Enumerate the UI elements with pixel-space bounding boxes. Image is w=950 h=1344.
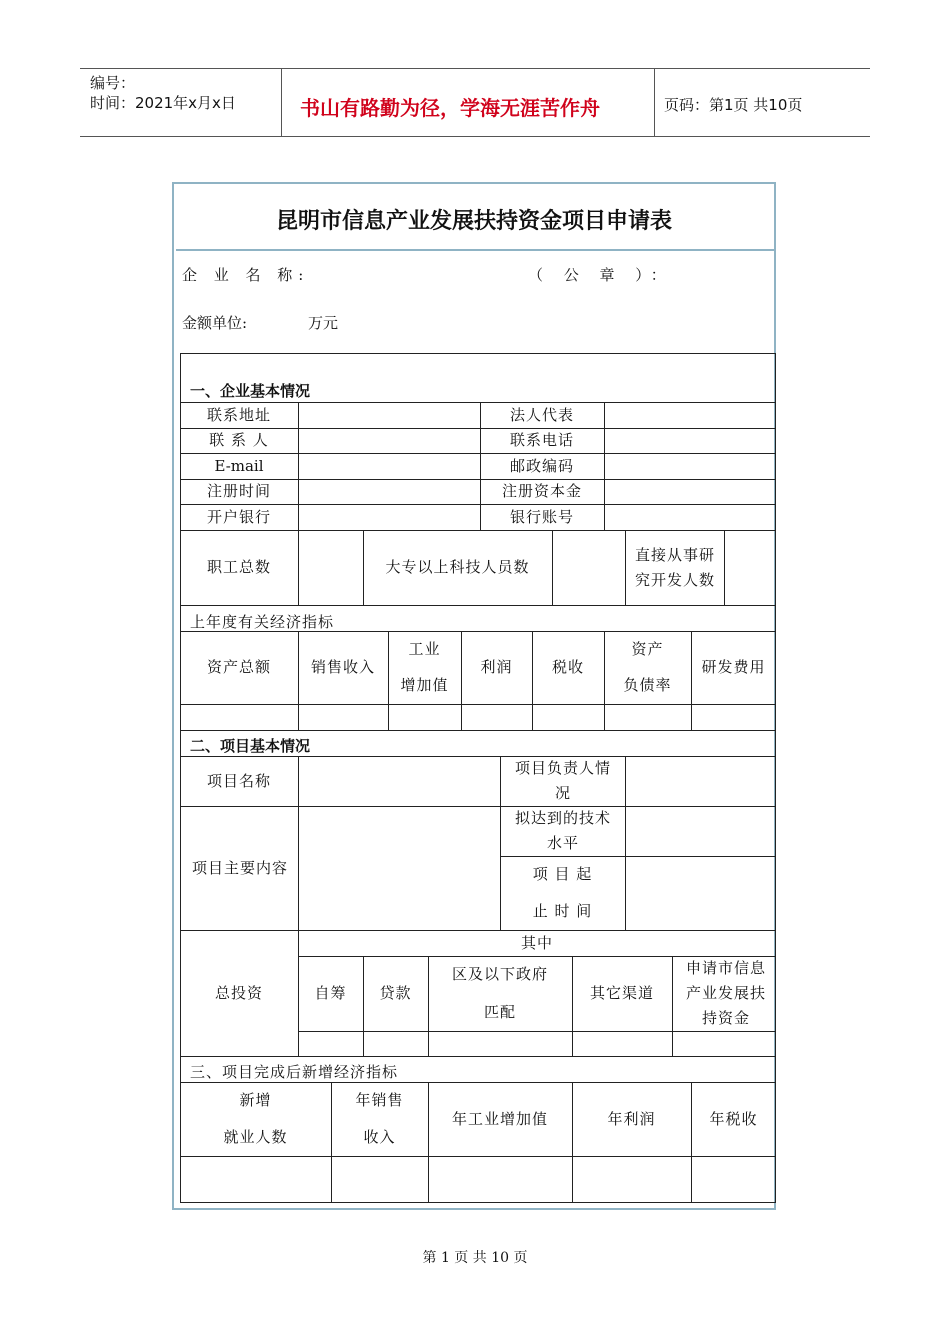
legal-rep-label: 法人代表 (509, 405, 574, 424)
project-content-label: 项目主要内容 (192, 858, 289, 877)
postcode-label: 邮政编码 (509, 456, 574, 475)
of-which-label: 其中 (520, 933, 553, 952)
total-invest-label: 总投资 (214, 983, 263, 1002)
account-label: 银行账号 (509, 507, 574, 526)
seal-label: （ 公 章 ）： (528, 266, 674, 284)
row-rule (180, 730, 776, 731)
gov-match-field[interactable] (428, 1031, 572, 1056)
phone-label: 联系电话 (509, 431, 574, 449)
contact-address-label: 联系地址 (206, 405, 271, 424)
annual-added-label: 年工业增加值 (451, 1109, 548, 1128)
gov-match-line1: 区及以下政府 (451, 965, 548, 984)
annual-profit-label: 年利润 (607, 1109, 656, 1128)
contact-address-field[interactable] (298, 402, 480, 428)
project-leader-field[interactable] (625, 756, 776, 806)
project-content-field[interactable] (298, 806, 500, 930)
contact-person-field[interactable] (298, 428, 480, 453)
apply-fund-field[interactable] (672, 1031, 776, 1056)
section2-title: 二、项目基本情况 (190, 737, 311, 755)
amount-unit-label: 金额单位: (182, 314, 248, 332)
project-period-label (500, 856, 625, 930)
gov-match-label (428, 956, 572, 1031)
gov-match-line2: 匹配 (483, 1002, 516, 1021)
apply-fund-label: 申请市信息产业发展扶持资金 (685, 959, 766, 1027)
tech-staff-field[interactable] (552, 530, 625, 605)
industry-added-field[interactable] (388, 704, 461, 730)
industry-added-line2: 增加值 (400, 676, 449, 695)
debt-ratio-line1: 资产 (631, 639, 664, 658)
project-leader-label: 项目负责人情况 (514, 759, 611, 802)
bank-label: 开户银行 (206, 507, 271, 526)
industry-added-label (388, 631, 461, 704)
rd-cost-label: 研发费用 (701, 658, 766, 676)
section1-title: 一、企业基本情况 (190, 382, 311, 400)
new-jobs-line1: 新增 (239, 1091, 272, 1109)
project-name-label: 项目名称 (206, 771, 271, 790)
profit-label: 利润 (480, 658, 513, 676)
total-invest-field[interactable] (298, 1031, 363, 1056)
col-rule (625, 530, 626, 605)
tech-staff-label: 大专以上科技人员数 (385, 558, 530, 576)
row-rule (180, 1056, 776, 1057)
self-raised-label: 自筹 (314, 984, 347, 1002)
document-time-label: 时间：2021年x月x日 (90, 94, 236, 112)
bank-field[interactable] (298, 504, 480, 530)
tech-level-label: 拟达到的技术水平 (514, 809, 611, 852)
annual-sales-field[interactable] (331, 1156, 428, 1202)
total-staff-label: 职工总数 (206, 558, 271, 576)
reg-capital-label: 注册资本金 (501, 482, 582, 500)
sales-label: 销售收入 (310, 658, 375, 676)
debt-ratio-label (604, 631, 691, 704)
annual-tax-label: 年税收 (709, 1109, 758, 1128)
total-assets-field[interactable] (180, 704, 298, 730)
form-title: 昆明市信息产业发展扶持资金项目申请表 (275, 209, 672, 234)
rd-cost-field[interactable] (691, 704, 776, 730)
loan-label: 贷款 (379, 984, 412, 1002)
header-bottom-rule (80, 136, 870, 137)
debt-ratio-field[interactable] (604, 704, 691, 730)
project-period-field[interactable] (625, 856, 776, 930)
header-divider (281, 68, 282, 136)
profit-field[interactable] (461, 704, 532, 730)
header-top-rule (80, 68, 870, 69)
annual-sales-line1: 年销售 (355, 1091, 404, 1109)
new-jobs-line2: 就业人数 (223, 1128, 288, 1146)
title-rule (176, 249, 774, 251)
annual-sales-line2: 收入 (363, 1128, 396, 1146)
annual-added-field[interactable] (428, 1156, 572, 1202)
industry-added-line1: 工业 (408, 639, 441, 658)
total-staff-field[interactable] (298, 530, 363, 605)
document-number-label: 编号： (90, 74, 136, 92)
header-divider (654, 68, 655, 136)
other-channel-label: 其它渠道 (589, 984, 654, 1002)
new-jobs-field[interactable] (180, 1156, 331, 1202)
company-name-label: 企 业 名 称: (182, 266, 310, 284)
project-period-line2: 止 时 间 (532, 902, 593, 920)
phone-field[interactable] (604, 428, 776, 453)
reg-time-field[interactable] (298, 479, 480, 504)
postcode-field[interactable] (604, 453, 776, 479)
row-rule (180, 605, 776, 606)
annual-sales-label (331, 1082, 428, 1156)
loan-field[interactable] (363, 1031, 428, 1056)
contact-person-label: 联 系 人 (209, 431, 269, 449)
other-channel-field[interactable] (572, 1031, 672, 1056)
header-page-info: 页码：第1页 共10页 (664, 96, 803, 114)
page-footer: 第 1 页 共 10 页 (422, 1250, 528, 1266)
rd-staff-label: 直接从事研究开发人数 (634, 545, 715, 589)
amount-unit-value: 万元 (308, 314, 339, 332)
debt-ratio-line2: 负债率 (623, 676, 672, 695)
reg-time-label: 注册时间 (206, 482, 271, 500)
sales-field[interactable] (298, 704, 388, 730)
reg-capital-field[interactable] (604, 479, 776, 504)
account-field[interactable] (604, 504, 776, 530)
annual-tax-field[interactable] (691, 1156, 776, 1202)
total-assets-label: 资产总额 (206, 658, 271, 676)
project-name-field[interactable] (298, 756, 500, 806)
project-period-line1: 项 目 起 (532, 865, 593, 883)
legal-rep-field[interactable] (604, 402, 776, 428)
email-label: E-mail (214, 456, 264, 475)
annual-profit-field[interactable] (572, 1156, 691, 1202)
new-jobs-label (180, 1082, 331, 1156)
rd-staff-field[interactable] (724, 530, 776, 605)
tax-field[interactable] (532, 704, 604, 730)
header-motto: 书山有路勤为径，学海无涯苦作舟 (300, 96, 600, 120)
tax-label: 税收 (551, 658, 584, 676)
econ-indicators-title: 上年度有关经济指标 (190, 613, 335, 631)
tech-level-field[interactable] (625, 806, 776, 856)
section3-title: 三、项目完成后新增经济指标 (190, 1063, 399, 1081)
email-field[interactable] (298, 453, 480, 479)
